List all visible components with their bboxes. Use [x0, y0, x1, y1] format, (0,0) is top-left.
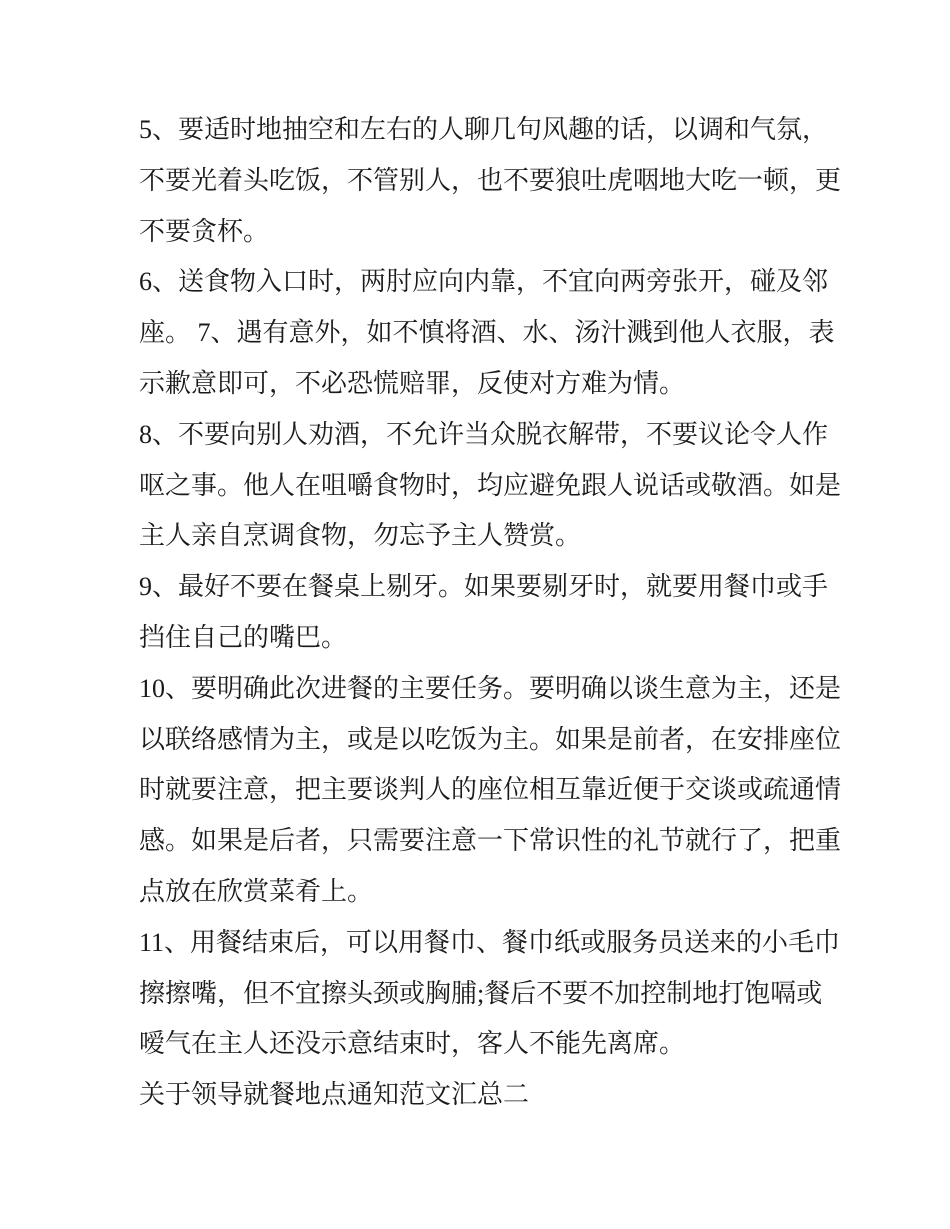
text-line: 6、送食物入口时，两肘应向内靠，不宜向两旁张开，碰及邻: [139, 267, 829, 297]
text-line: 10、要明确此次进餐的主要任务。要明确以谈生意为主，还是: [139, 673, 842, 703]
text-line: 不要贪杯。: [139, 216, 270, 246]
text-line: 8、不要向别人劝酒，不允许当众脱衣解带，不要议论令人作: [139, 419, 829, 449]
text-line: 主人亲自烹调食物，勿忘予主人赞赏。: [139, 521, 582, 551]
document-text-block: [139, 105, 859, 1121]
text-line: 不要光着头吃饭，不管别人，也不要狼吐虎咽地大吃一顿，更: [139, 165, 842, 195]
text-line: 嗳气在主人还没示意结束时，客人不能先离席。: [139, 1029, 686, 1059]
text-line: 挡住自己的嘴巴。: [139, 622, 348, 652]
text-line: 11、用餐结束后，可以用餐巾、餐巾纸或服务员送来的小毛巾: [139, 927, 841, 957]
text-line: 点放在欣赏菜肴上。: [139, 876, 374, 906]
text-line: 呕之事。他人在咀嚼食物时，均应避免跟人说话或敬酒。如是: [139, 470, 842, 500]
text-line: 擦擦嘴，但不宜擦头颈或胸脯;餐后不要不加控制地打饱嗝或: [139, 978, 823, 1008]
text-line section-footer-title: 关于领导就餐地点通知范文汇总二: [139, 1080, 530, 1110]
text-line: 感。如果是后者，只需要注意一下常识性的礼节就行了，把重: [139, 826, 842, 856]
text-line: 座。 7、遇有意外，如不慎将酒、水、汤汁溅到他人衣服，表: [139, 318, 835, 348]
text-line: 示歉意即可，不必恐慌赔罪，反使对方难为情。: [139, 368, 686, 398]
text-line: 时就要注意，把主要谈判人的座位相互靠近便于交谈或疏通情: [139, 775, 842, 805]
text-line: 9、最好不要在餐桌上剔牙。如果要剔牙时，就要用餐巾或手: [139, 572, 829, 602]
text-line: 以联络感情为主，或是以吃饭为主。如果是前者，在安排座位: [139, 724, 842, 754]
text-line: 5、要适时地抽空和左右的人聊几句风趣的话，以调和气氛，: [139, 115, 829, 144]
